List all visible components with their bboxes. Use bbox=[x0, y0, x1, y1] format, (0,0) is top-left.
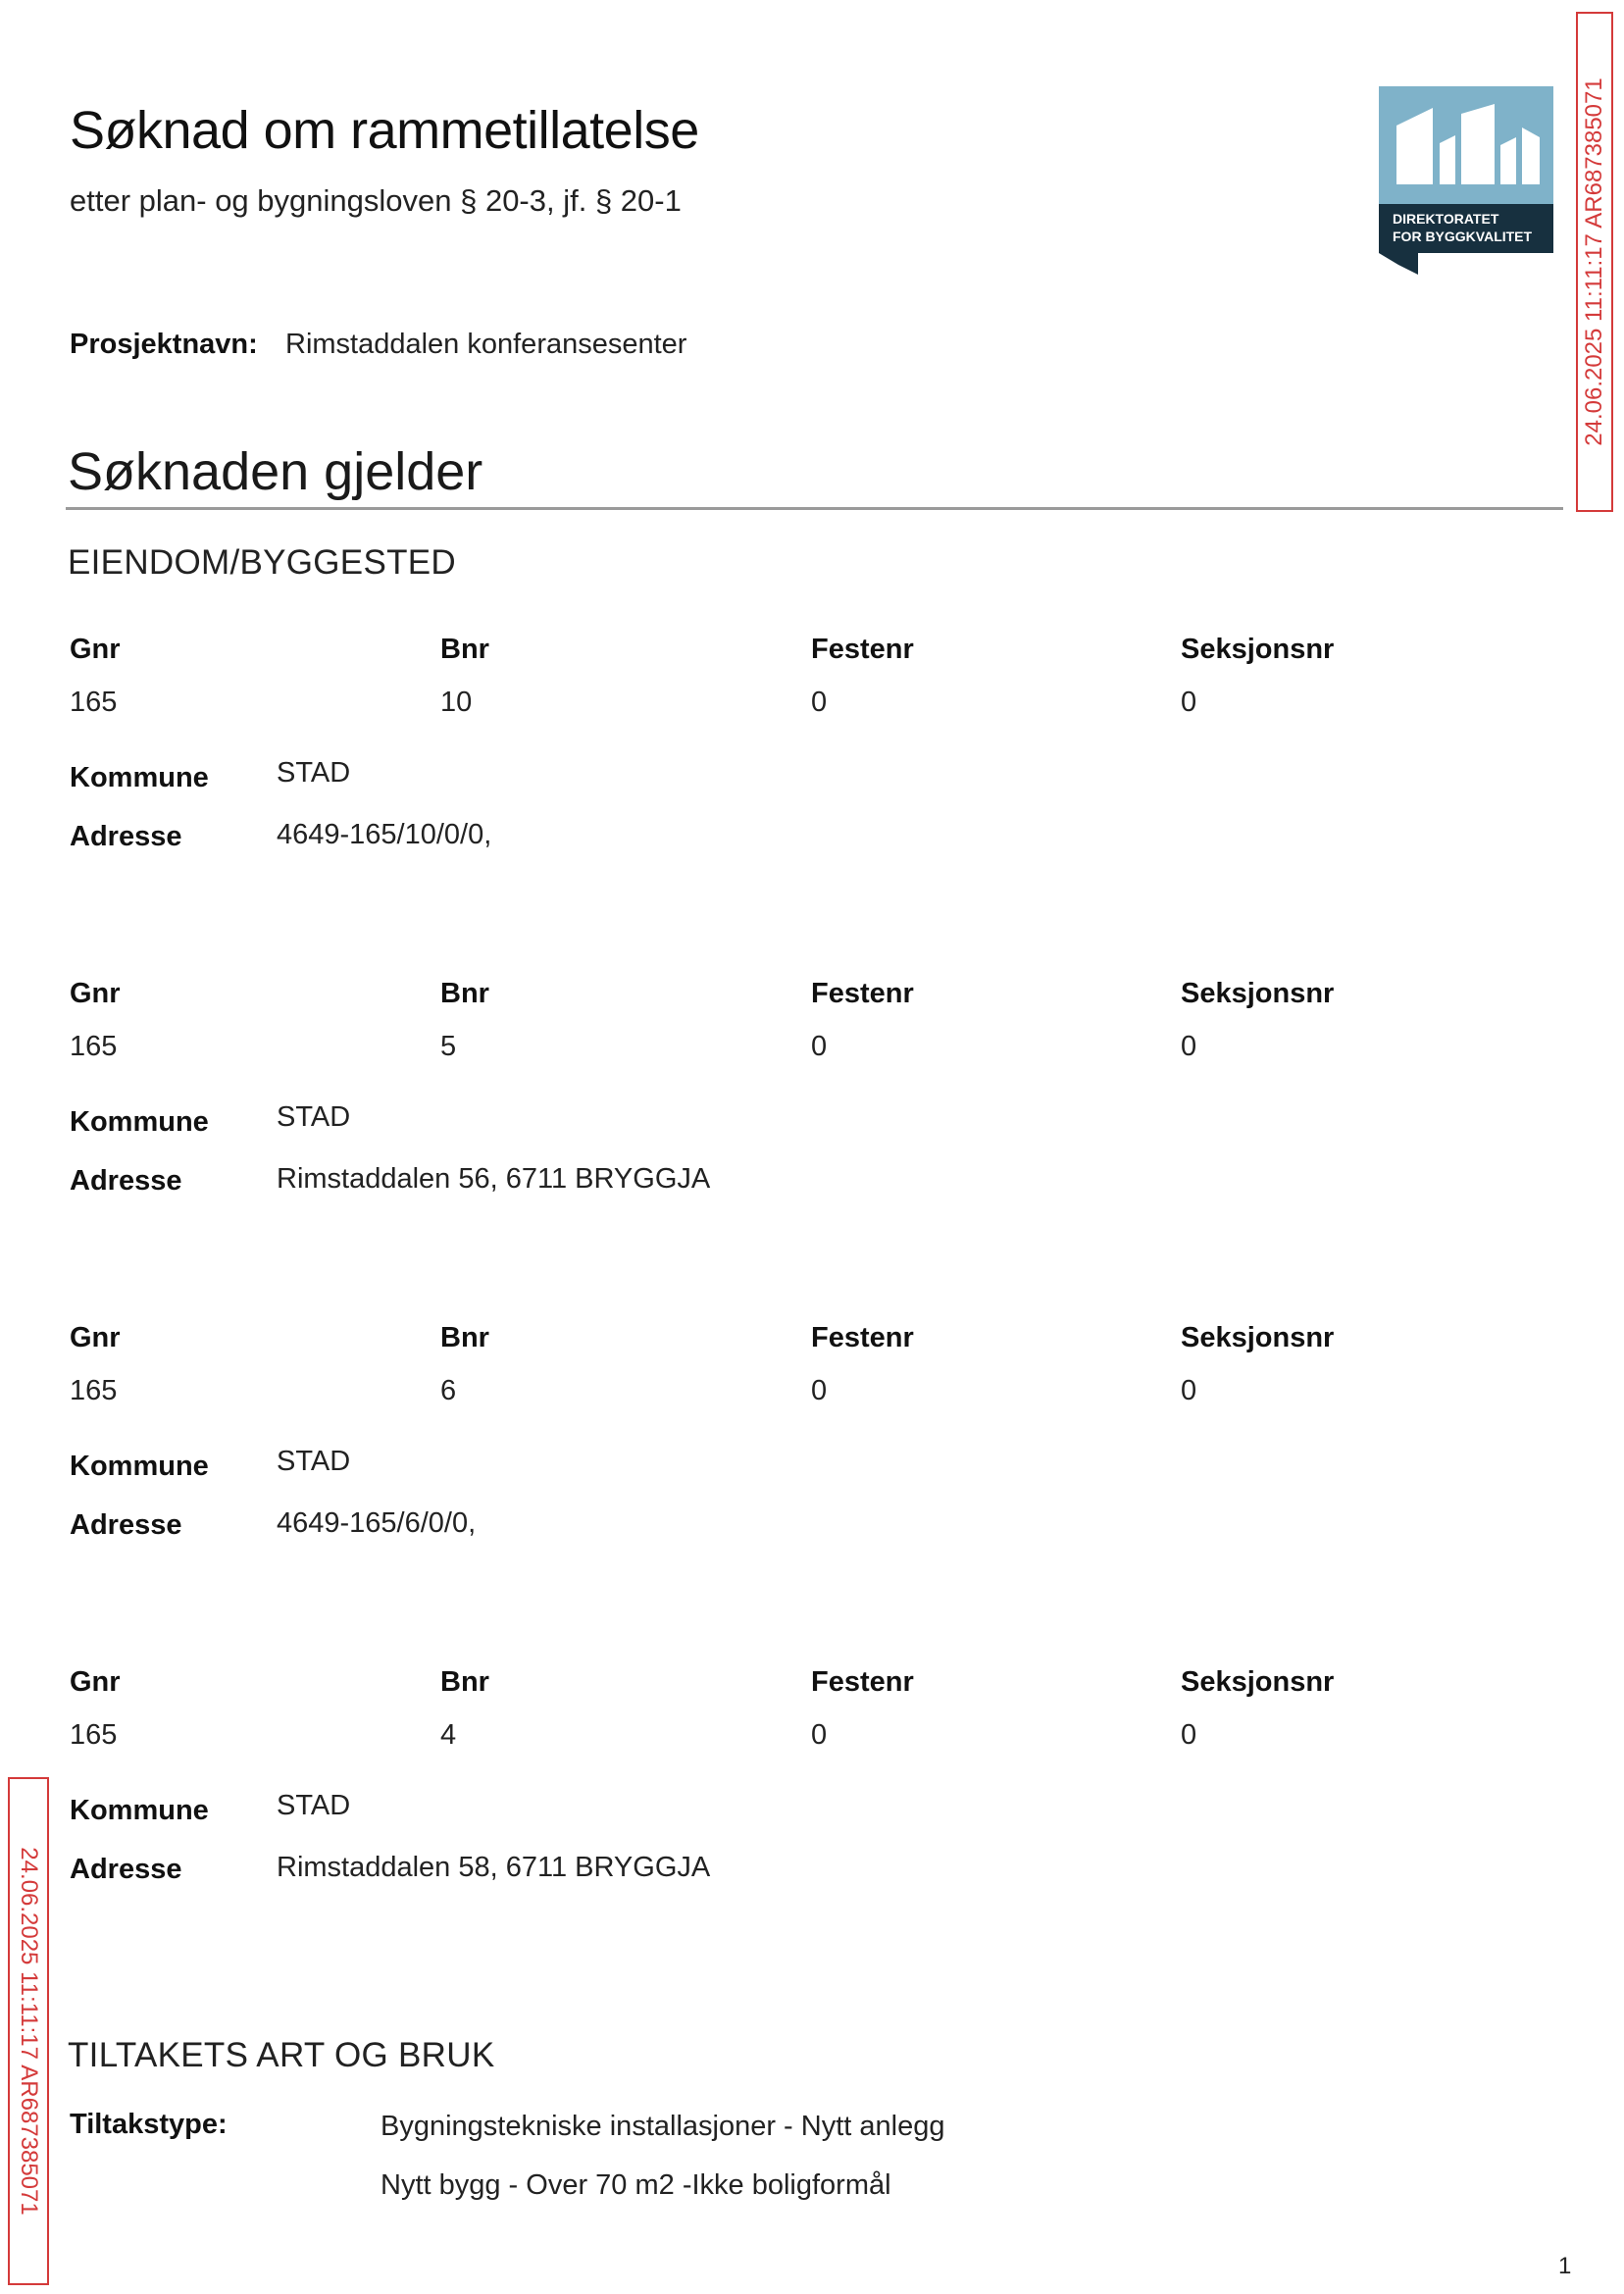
column-seksjonsnr: Seksjonsnr bbox=[1181, 634, 1335, 665]
gnr-value: 165 bbox=[70, 1031, 118, 1062]
column-bnr: Bnr bbox=[440, 978, 489, 1009]
timestamp-stamp bbox=[8, 1777, 49, 2285]
column-gnr: Gnr bbox=[70, 1666, 121, 1698]
seksjonsnr-value: 0 bbox=[1181, 1375, 1197, 1406]
tiltakstype-value: Bygningstekniske installasjoner - Nytt anlegg bbox=[381, 2111, 945, 2142]
adresse-label: Adresse bbox=[70, 1165, 182, 1197]
stamp-text: 24.06.2025 11:11:17 AR687385071 bbox=[1581, 77, 1607, 446]
kommune-label: Kommune bbox=[70, 1106, 209, 1138]
festenr-value: 0 bbox=[811, 1031, 828, 1062]
adresse-value: 4649-165/10/0/0, bbox=[277, 819, 492, 850]
column-festenr: Festenr bbox=[811, 1666, 914, 1698]
column-festenr: Festenr bbox=[811, 634, 914, 665]
adresse-label: Adresse bbox=[70, 1509, 182, 1541]
column-seksjonsnr: Seksjonsnr bbox=[1181, 1666, 1335, 1698]
tiltak-heading: TILTAKETS ART OG BRUK bbox=[68, 2036, 495, 2074]
bnr-value: 5 bbox=[440, 1031, 457, 1062]
dibk-logo-graphic bbox=[1379, 86, 1553, 275]
dibk-logo bbox=[1379, 86, 1553, 275]
column-gnr: Gnr bbox=[70, 1322, 121, 1353]
column-bnr: Bnr bbox=[440, 1322, 489, 1353]
property-heading: EIENDOM/BYGGESTED bbox=[68, 543, 456, 582]
seksjonsnr-value: 0 bbox=[1181, 1719, 1197, 1751]
kommune-value: STAD bbox=[277, 757, 351, 789]
column-gnr: Gnr bbox=[70, 978, 121, 1009]
adresse-value: Rimstaddalen 56, 6711 BRYGGJA bbox=[277, 1163, 711, 1195]
kommune-value: STAD bbox=[277, 1446, 351, 1477]
logo-line-2: FOR BYGGKVALITET bbox=[1393, 229, 1533, 244]
column-festenr: Festenr bbox=[811, 978, 914, 1009]
festenr-value: 0 bbox=[811, 1375, 828, 1406]
project-name: Rimstaddalen konferansesenter bbox=[285, 329, 687, 360]
logo-line-1: DIREKTORATET bbox=[1393, 211, 1499, 227]
column-bnr: Bnr bbox=[440, 1666, 489, 1698]
gnr-value: 165 bbox=[70, 1375, 118, 1406]
kommune-value: STAD bbox=[277, 1101, 351, 1133]
tiltakstype-value: Nytt bygg - Over 70 m2 -Ikke boligformål bbox=[381, 2169, 891, 2201]
bnr-value: 4 bbox=[440, 1719, 457, 1751]
document-title: Søknad om rammetillatelse bbox=[70, 101, 699, 160]
column-festenr: Festenr bbox=[811, 1322, 914, 1353]
column-seksjonsnr: Seksjonsnr bbox=[1181, 1322, 1335, 1353]
stamp-text: 24.06.2025 11:11:17 AR687385071 bbox=[16, 1847, 42, 2216]
seksjonsnr-value: 0 bbox=[1181, 1031, 1197, 1062]
section-divider bbox=[66, 507, 1563, 510]
timestamp-stamp bbox=[1576, 12, 1613, 512]
column-gnr: Gnr bbox=[70, 634, 121, 665]
kommune-label: Kommune bbox=[70, 1795, 209, 1826]
column-seksjonsnr: Seksjonsnr bbox=[1181, 978, 1335, 1009]
page-number: 1 bbox=[1558, 2253, 1572, 2279]
adresse-value: 4649-165/6/0/0, bbox=[277, 1507, 477, 1539]
document-subtitle: etter plan- og bygningsloven § 20-3, jf. § 20-1 bbox=[70, 183, 682, 218]
column-bnr: Bnr bbox=[440, 634, 489, 665]
project-label: Prosjektnavn: bbox=[70, 329, 258, 360]
kommune-label: Kommune bbox=[70, 762, 209, 793]
adresse-label: Adresse bbox=[70, 821, 182, 852]
section-title: Søknaden gjelder bbox=[68, 442, 483, 501]
bnr-value: 10 bbox=[440, 687, 473, 718]
bnr-value: 6 bbox=[440, 1375, 457, 1406]
adresse-label: Adresse bbox=[70, 1854, 182, 1885]
tiltakstype-label: Tiltakstype: bbox=[70, 2109, 228, 2140]
kommune-value: STAD bbox=[277, 1790, 351, 1821]
festenr-value: 0 bbox=[811, 1719, 828, 1751]
gnr-value: 165 bbox=[70, 1719, 118, 1751]
gnr-value: 165 bbox=[70, 687, 118, 718]
adresse-value: Rimstaddalen 58, 6711 BRYGGJA bbox=[277, 1852, 711, 1883]
festenr-value: 0 bbox=[811, 687, 828, 718]
seksjonsnr-value: 0 bbox=[1181, 687, 1197, 718]
kommune-label: Kommune bbox=[70, 1451, 209, 1482]
